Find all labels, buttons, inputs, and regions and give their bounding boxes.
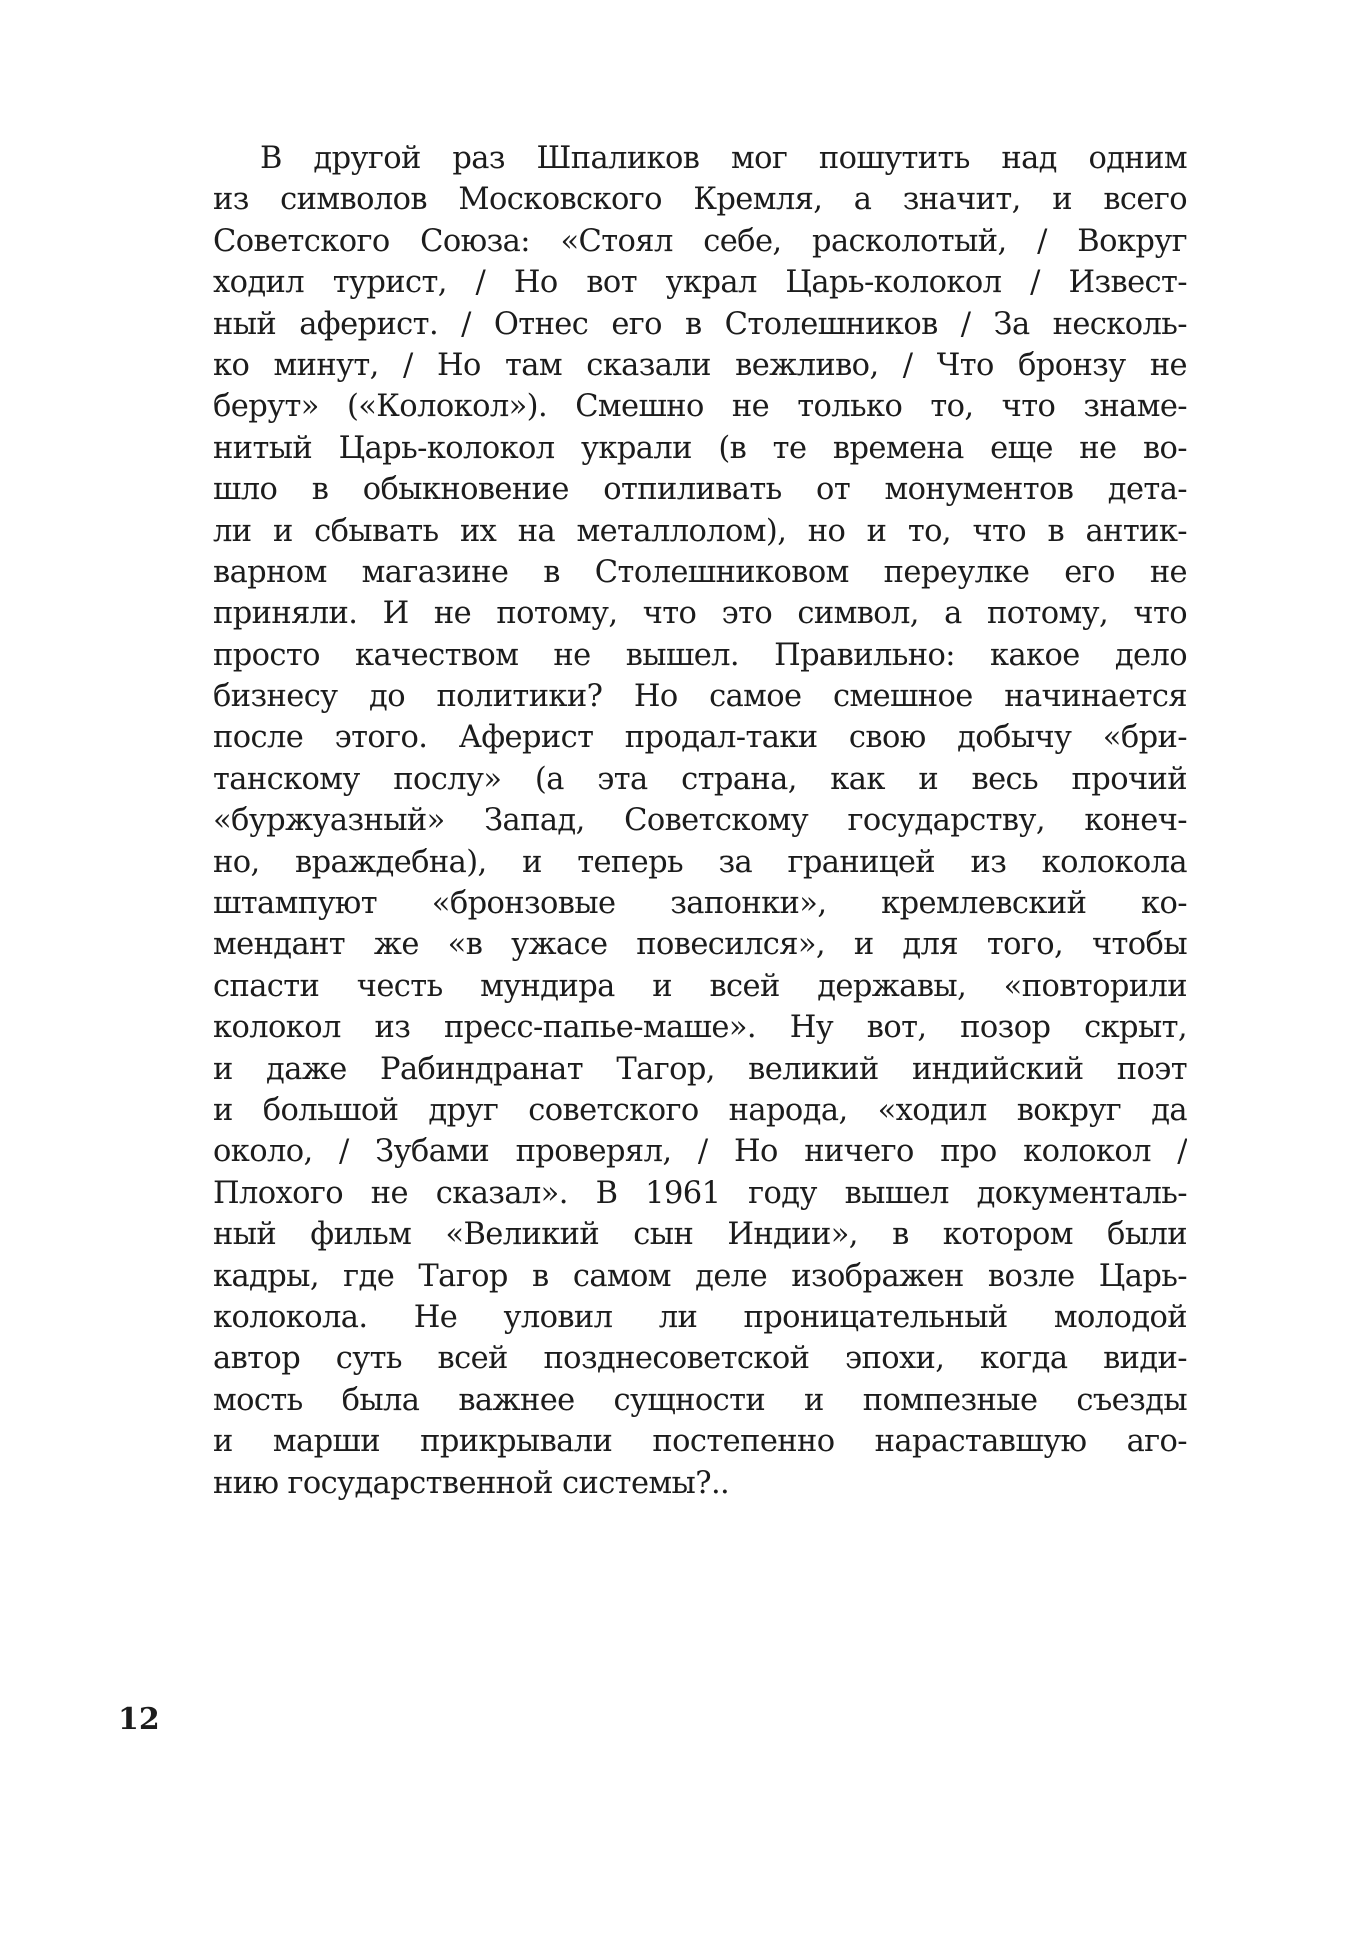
- text-line-5: ный аферист. / Отнес его в Столешников / За несколь-: [213, 306, 1187, 342]
- text-line-4: ходил турист, / Но вот украл Царь-колокол / Извест-: [213, 265, 1187, 301]
- text-line-2: из символов Московского Кремля, а значит, и всего: [213, 182, 1187, 218]
- text-line-30: автор суть всей позднесоветской эпохи, когда види-: [213, 1341, 1187, 1377]
- text-line-1: В другой раз Шпаликов мог пошутить над одним: [260, 141, 1187, 176]
- text-line-7: берут» («Колокол»). Смешно не только то, что знаме-: [213, 389, 1187, 425]
- text-line-3: Советского Союза: «Стоял себе, расколотый, / Вокруг: [213, 223, 1187, 259]
- text-line-11: варном магазине в Столешниковом переулке его не: [213, 554, 1187, 590]
- text-line-22: колокол из пресс-папье-маше». Ну вот, позор скрыт,: [213, 1010, 1187, 1046]
- body-text: [213, 138, 1187, 1504]
- text-line-8: нитый Царь-колокол украли (в те времена еще не во-: [213, 430, 1187, 466]
- text-line-12: приняли. И не потому, что это символ, а потому, что: [213, 596, 1187, 632]
- text-line-19: штампуют «бронзовые запонки», кремлевский ко-: [213, 886, 1187, 922]
- text-line-23: и даже Рабиндранат Тагор, великий индийский поэт: [213, 1051, 1187, 1087]
- text-line-29: колокола. Не уловил ли проницательный молодой: [213, 1299, 1187, 1335]
- text-line-32: и марши прикрывали постепенно нараставшую аго-: [213, 1424, 1187, 1460]
- text-line-17: «буржуазный» Запад, Советскому государству, конеч-: [213, 803, 1187, 839]
- text-line-14: бизнесу до политики? Но самое смешное начинается: [213, 679, 1187, 715]
- text-line-27: ный фильм «Великий сын Индии», в котором были: [213, 1217, 1187, 1253]
- text-line-6: ко минут, / Но там сказали вежливо, / Что бронзу не: [213, 347, 1187, 383]
- text-line-13: просто качеством не вышел. Правильно: какое дело: [213, 637, 1187, 673]
- text-line-18: но, враждебна), и теперь за границей из колокола: [213, 844, 1187, 880]
- text-line-25: около, / Зубами проверял, / Но ничего про колокол /: [213, 1134, 1187, 1170]
- text-line-15: после этого. Аферист продал-таки свою добычу «бри-: [213, 720, 1187, 756]
- text-line-10: ли и сбывать их на металлолом), но и то, что в антик-: [213, 513, 1187, 549]
- text-line-33: нию государственной системы?..: [213, 1465, 730, 1501]
- text-line-20: мендант же «в ужасе повесился», и для того, чтобы: [213, 927, 1187, 963]
- text-line-28: кадры, где Тагор в самом деле изображен возле Царь-: [213, 1258, 1187, 1294]
- text-line-26: Плохого не сказал». В 1961 году вышел документаль-: [213, 1175, 1187, 1211]
- text-line-24: и большой друг советского народа, «ходил вокруг да: [213, 1092, 1187, 1128]
- text-line-16: танскому послу» (а эта страна, как и весь прочий: [213, 761, 1187, 797]
- text-line-9: шло в обыкновение отпиливать от монументов дета-: [213, 472, 1187, 508]
- page-number: 12: [118, 1702, 160, 1737]
- text-line-21: спасти честь мундира и всей державы, «повторили: [213, 968, 1187, 1004]
- text-line-31: мость была важнее сущности и помпезные съезды: [213, 1382, 1187, 1418]
